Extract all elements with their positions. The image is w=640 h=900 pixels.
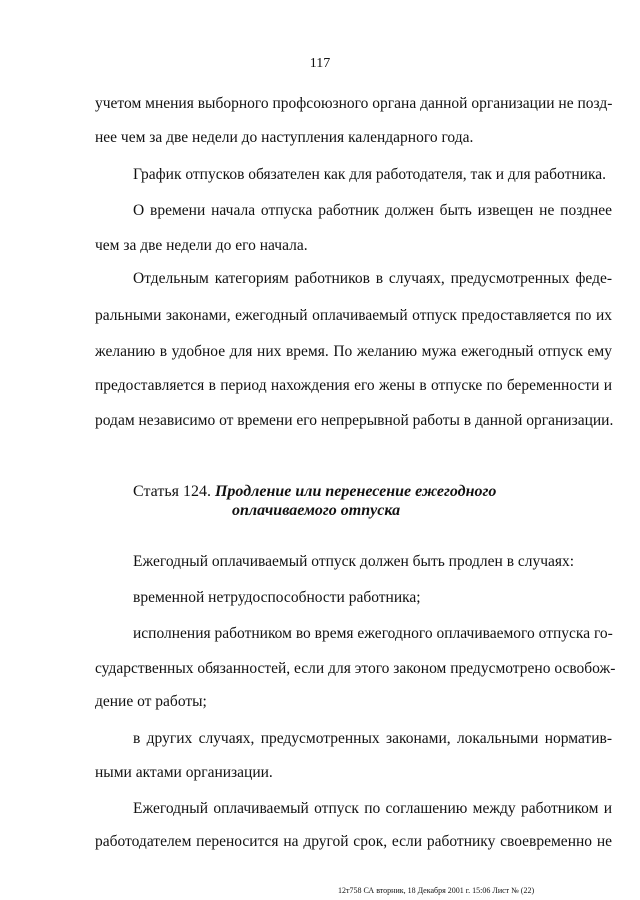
text-line: предоставляется в период нахождения его жены в отпуске по беременности и bbox=[95, 377, 612, 394]
text-line: родам независимо от времени его непрерывной работы в данной организации. bbox=[95, 412, 614, 429]
text-line: ными актами организации. bbox=[95, 764, 273, 781]
article-prefix: Статья 124. bbox=[133, 483, 211, 500]
text-line: исполнения работником во время ежегодного оплачиваемого отпуска го- bbox=[133, 625, 613, 642]
text-line: учетом мнения выборного профсоюзного органа данной организации не позд- bbox=[95, 95, 613, 112]
article-title-line2-row bbox=[232, 501, 400, 521]
text-line: ральными законами, ежегодный оплачиваемый отпуск предоставляется по их bbox=[95, 307, 612, 324]
text-line: Ежегодный оплачиваемый отпуск должен быть продлен в случаях: bbox=[133, 553, 575, 570]
text-line: сударственных обязанностей, если для этого законом предусмотрено освобож- bbox=[95, 660, 616, 677]
text-line: работодателем переносится на другой срок, если работнику своевременно не bbox=[95, 833, 612, 850]
text-line: График отпусков обязателен как для работодателя, так и для работника. bbox=[133, 166, 606, 183]
text-line: в других случаях, предусмотренных законами, локальными норматив- bbox=[133, 730, 612, 747]
article-heading bbox=[133, 482, 496, 502]
page-number: 117 bbox=[309, 56, 331, 71]
text-line: О времени начала отпуска работник должен быть извещен не позднее bbox=[133, 202, 612, 219]
text-line: Отдельным категориям работников в случаях, предусмотренных феде- bbox=[133, 270, 612, 287]
text-line: чем за две недели до его начала. bbox=[95, 237, 308, 254]
print-footer: 12т758 СА вторник, 18 Декабря 2001 г. 15:06 Лист № (22) bbox=[338, 886, 535, 895]
article-title-line2: оплачиваемого отпуска bbox=[232, 502, 401, 519]
text-line: нее чем за две недели до наступления календарного года. bbox=[95, 129, 474, 146]
text-line: временной нетрудоспособности работника; bbox=[133, 589, 421, 606]
text-line: дение от работы; bbox=[95, 693, 207, 710]
text-line: желанию в удобное для них время. По желанию мужа ежегодный отпуск ему bbox=[95, 343, 612, 360]
article-title-line1: Продление или перенесение ежегодного bbox=[214, 483, 497, 500]
text-line: Ежегодный оплачиваемый отпуск по соглашению между работником и bbox=[133, 800, 612, 817]
